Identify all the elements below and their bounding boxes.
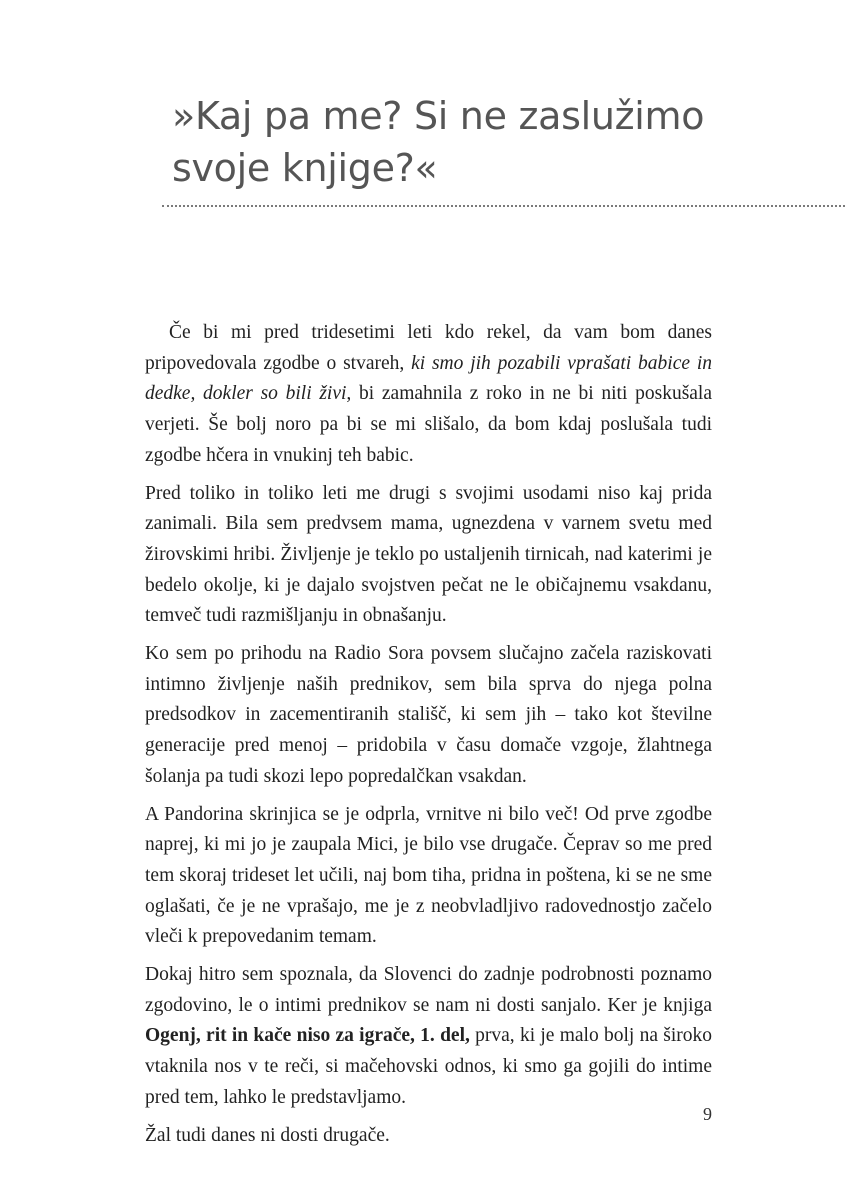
paragraph-1-text-b: bi zamahnila z roko in ne bi niti poskušala verjeti. Še bolj noro pa bi se mi slišalo, da bom kdaj poslušala tudi zgodbe hčera in vnukinj teh babic. [145,383,713,466]
chapter-title [172,90,732,194]
paragraph-1 [145,318,712,472]
dotted-divider [162,205,845,207]
chapter-title-line-2: svoje knjige?« [172,146,438,190]
paragraph-6: Žal tudi danes ni dosti drugače. [145,1124,390,1146]
paragraph-1-text-a: Če bi mi pred tridesetimi leti kdo rekel, da vam bom danes pripovedovala zgodbe o stvareh, [145,322,712,374]
paragraph-2: Pred toliko in toliko leti me drugi s svojimi usodami niso kaj prida zanimali. Bila sem predvsem mama, ugnezdena v varnem svetu med žirovskimi hribi. Življenje je teklo po ustaljenih tirnicah, nad katerimi je bedelo okolje, ki je dajalo svojstven pečat ne le običajnemu vsakdanu, temveč tudi razmišljanju in obnašanju. [145,482,712,627]
paragraph-5 [145,960,712,1114]
page-number: 9 [703,1104,712,1124]
paragraph-5-text-a: Dokaj hitro sem spoznala, da Slovenci do zadnje podrobnosti poznamo zgodovino, le o intimi prednikov se nam ni dosti sanjalo. Ker je knjiga [145,964,712,1016]
paragraph-1-italic: ki smo jih pozabili vprašati babice in dedke, dokler so bili živi, [145,352,712,405]
paragraph-5-text-b: prva, ki je malo bolj na široko vtaknila nos v te reči, si mačehovski odnos, ki smo ga gojili do intime pred tem, lahko le predstavljamo. [145,1025,713,1108]
body-text [145,318,712,1158]
paragraph-4: A Pandorina skrinjica se je odprla, vrnitve ni bilo več! Od prve zgodbe naprej, ki mi jo je zaupala Mici, je bilo vse drugače. Čeprav so me pred tem skoraj trideset let učili, naj bom tiha, pridna in poštena, ki se ne sme oglašati, če je ne vprašajo, me je z neobvladljivo radovednostjo začelo vleči k prepovedanim temam. [145,803,712,948]
paragraph-3: Ko sem po prihodu na Radio Sora povsem slučajno začela raziskovati intimno življenje naših prednikov, sem bila sprva do njega polna predsodkov in zacementiranih stališč, ki sem jih – tako kot številne generacije pred menoj – pridobila v času domače vzgoje, žlahtnega šolanja pa tudi skozi lepo popredalčkan vsakdan. [145,643,712,787]
chapter-title-line-1: »Kaj pa me? Si ne zaslužimo [172,94,705,138]
book-title: Ogenj, rit in kače niso za igrače, 1. del, [145,1025,470,1047]
